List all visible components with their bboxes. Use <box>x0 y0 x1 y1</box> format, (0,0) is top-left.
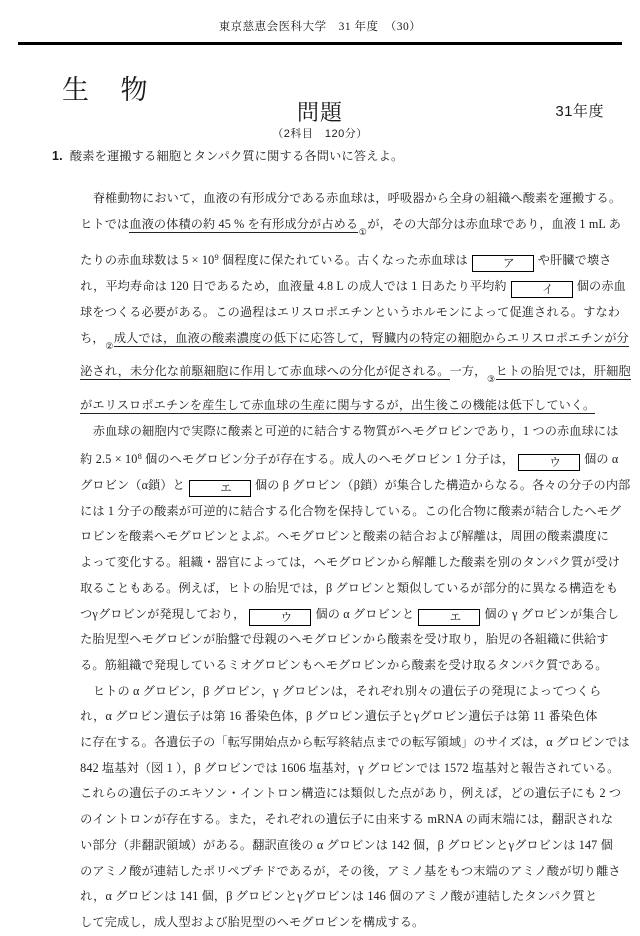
year-label: 31年度 <box>555 103 604 120</box>
text-run: れ，平均寿命は 120 日であるため，血液量 4.8 L の成人では 1 日あたり平均約 <box>80 279 507 294</box>
text-run: 一方， <box>449 364 487 379</box>
answer-blank-u[interactable]: ウ <box>518 454 580 471</box>
text-line: れ，α グロビンは 141 個，β グロビンとγグロビンは 146 個のアミノ酸が連結したタンパク質と <box>80 889 598 904</box>
text-run: 個の赤血 <box>576 279 626 294</box>
text-line: のアミノ酸が連結したポリペプチドであるが，その後，アミノ基をもつ末端のアミノ酸が切り離さ <box>80 863 621 878</box>
text-run: 約 2.5 × 10 <box>80 452 138 467</box>
text-line: 842 塩基対（図 1 ），β グロビンでは 1606 塩基対，γ グロビンでは 1572 塩基対と報告されている。 <box>80 760 620 775</box>
text-line: して完成し，成人型および胎児型のヘモグロビンを構成する。 <box>80 914 425 929</box>
text-line <box>68 473 631 499</box>
text-run: グロビン（α鎖）と <box>80 478 185 493</box>
paper-title: 問題 <box>296 100 343 125</box>
answer-blank-i[interactable]: イ <box>511 281 573 298</box>
cited-span-3: ヒトの胎児では，肝細胞 <box>495 364 631 379</box>
text-line <box>68 245 612 274</box>
text-line <box>68 444 619 473</box>
text-line <box>68 212 622 246</box>
subject-title: 生 物 <box>62 75 160 105</box>
paper-subtitle: （2科目 120分） <box>272 128 368 140</box>
paragraph-2 <box>68 419 631 679</box>
text-line <box>68 602 620 628</box>
text-line: に存在する。各遺伝子の「転写開始点から転写終結点までの転写領域」のサイズは，α グロビンでは <box>80 735 630 750</box>
running-head: 東京慈恵会医科大学 31 年度 （30） <box>218 21 422 33</box>
text-run: 個の γ グロビンが集合し <box>484 606 620 621</box>
text-line: ヒトの α グロビン，β グロビン，γ グロビンは，それぞれ別々の遺伝子の発現によってつくら <box>92 683 602 698</box>
text-line: これらの遺伝子のエキソン・イントロン構造には類似した点があり，例えば，どの遺伝子にも 2 つ <box>80 786 622 801</box>
paragraph-1 <box>68 186 631 419</box>
text-line: る。筋組織で発現しているミオグロビンもヘモグロビンから酸素を受け取るタンパク質である。 <box>80 657 608 672</box>
text-line: のイントロンが存在する。また，それぞれの遺伝子に由来する mRNA の両末端には，翻訳されな <box>80 812 614 827</box>
question-number: 1. <box>52 149 63 163</box>
text-line: 取ることもある。例えば，ヒトの胎児では，β グロビンと類似しているが部分的に異なる構造をも <box>80 580 619 595</box>
answer-blank-a[interactable]: ア <box>472 255 534 272</box>
answer-blank-e-2[interactable]: エ <box>418 609 480 626</box>
text-line: ロビンを酸素ヘモグロビンとよぶ。ヘモグロビンと酸素の結合および解離は，周囲の酸素濃度に <box>80 529 609 544</box>
text-run: ち， <box>80 330 105 345</box>
text-line: 脊椎動物において，血液の有形成分である赤血球は，呼吸器から全身の組織へ酸素を運搬する。 <box>92 191 622 205</box>
question-stem-text: 酸素を運搬する細胞とタンパク質に関する各問いに答えよ。 <box>69 149 404 163</box>
exponent: 9 <box>214 253 219 263</box>
text-run: 個の α グロビンと <box>315 606 415 621</box>
text-line: た胎児型ヘモグロビンが胎盤で母親のヘモグロビンから酸素を受け取り，胎児の各組織に供給す <box>80 632 609 647</box>
answer-blank-u-2[interactable]: ウ <box>249 609 311 626</box>
text-line <box>68 326 629 360</box>
body-text <box>68 186 631 936</box>
text-run: ヒトでは <box>80 216 130 231</box>
text-line: 赤血球の細胞内で実際に酸素と可逆的に結合する物質がヘモグロビンであり，1 つの赤血球には <box>92 423 619 438</box>
paragraph-3 <box>68 679 630 936</box>
title-block <box>0 68 640 140</box>
text-line: れ，α グロビン遺伝子は第 16 番染色体，β グロビン遺伝子とγグロビン遺伝子は第 11 番染色体 <box>80 709 598 724</box>
cited-span-2: 成人では，血液の酸素濃度の低下に応答して，腎臓内の特定の細胞からエリスロポエチンが分 <box>113 330 629 345</box>
text-run: 個の α <box>584 452 619 467</box>
text-run: や肝臓で壊さ <box>537 253 612 268</box>
text-run: 個のヘモグロビン分子が存在する。成人のヘモグロビン 1 分子は， <box>141 452 515 467</box>
text-run: 個程度に保たれている。古くなった赤血球は <box>218 253 468 268</box>
cite-marker-2: ② <box>105 340 114 351</box>
cited-span-3-cont: がエリスロポエチンを産生して赤血球の生産に関与するが，出生後この機能は低下していく。 <box>80 397 596 412</box>
cited-span-1: 血液の体積の約 45 % を有形成分が占める <box>129 216 359 231</box>
text-line <box>68 393 596 419</box>
text-line: い部分（非翻訳領域）がある。翻訳直後の α グロビンは 142 個，β グロビンとγグロビンは 147 個 <box>80 837 613 852</box>
text-line <box>68 359 631 393</box>
cite-marker-1: ① <box>358 226 367 237</box>
cited-span-2-cont: 泌され，未分化な前駆細胞に作用して赤血球への分化が促される。 <box>80 364 450 379</box>
text-run: が，その大部分は赤血球であり，血液 1 mL あ <box>367 216 622 231</box>
text-run: たりの赤血球数は 5 × 10 <box>80 253 215 268</box>
exponent: 8 <box>137 452 142 462</box>
text-line: 球をつくる必要がある。この過程はエリスロポエチンというホルモンによって促進される。すなわ <box>80 304 621 319</box>
text-run: 個の β グロビン（β鎖）が集合した構造からなる。各々の分子の内部 <box>254 478 631 493</box>
text-line <box>68 274 626 300</box>
question-stem <box>52 147 403 164</box>
cite-marker-3: ③ <box>486 374 496 385</box>
text-run: つγグロビンが発現しており， <box>80 606 246 621</box>
answer-blank-e[interactable]: エ <box>189 480 251 497</box>
header-rule <box>18 42 622 45</box>
text-line: には 1 分子の酸素が可逆的に結合する化合物を保持している。この化合物に酸素が結合したヘモグ <box>80 503 622 518</box>
text-line: よって変化する。組織・器官によっては，ヘモグロビンから解離した酸素を別のタンパク質が受け <box>80 555 621 570</box>
